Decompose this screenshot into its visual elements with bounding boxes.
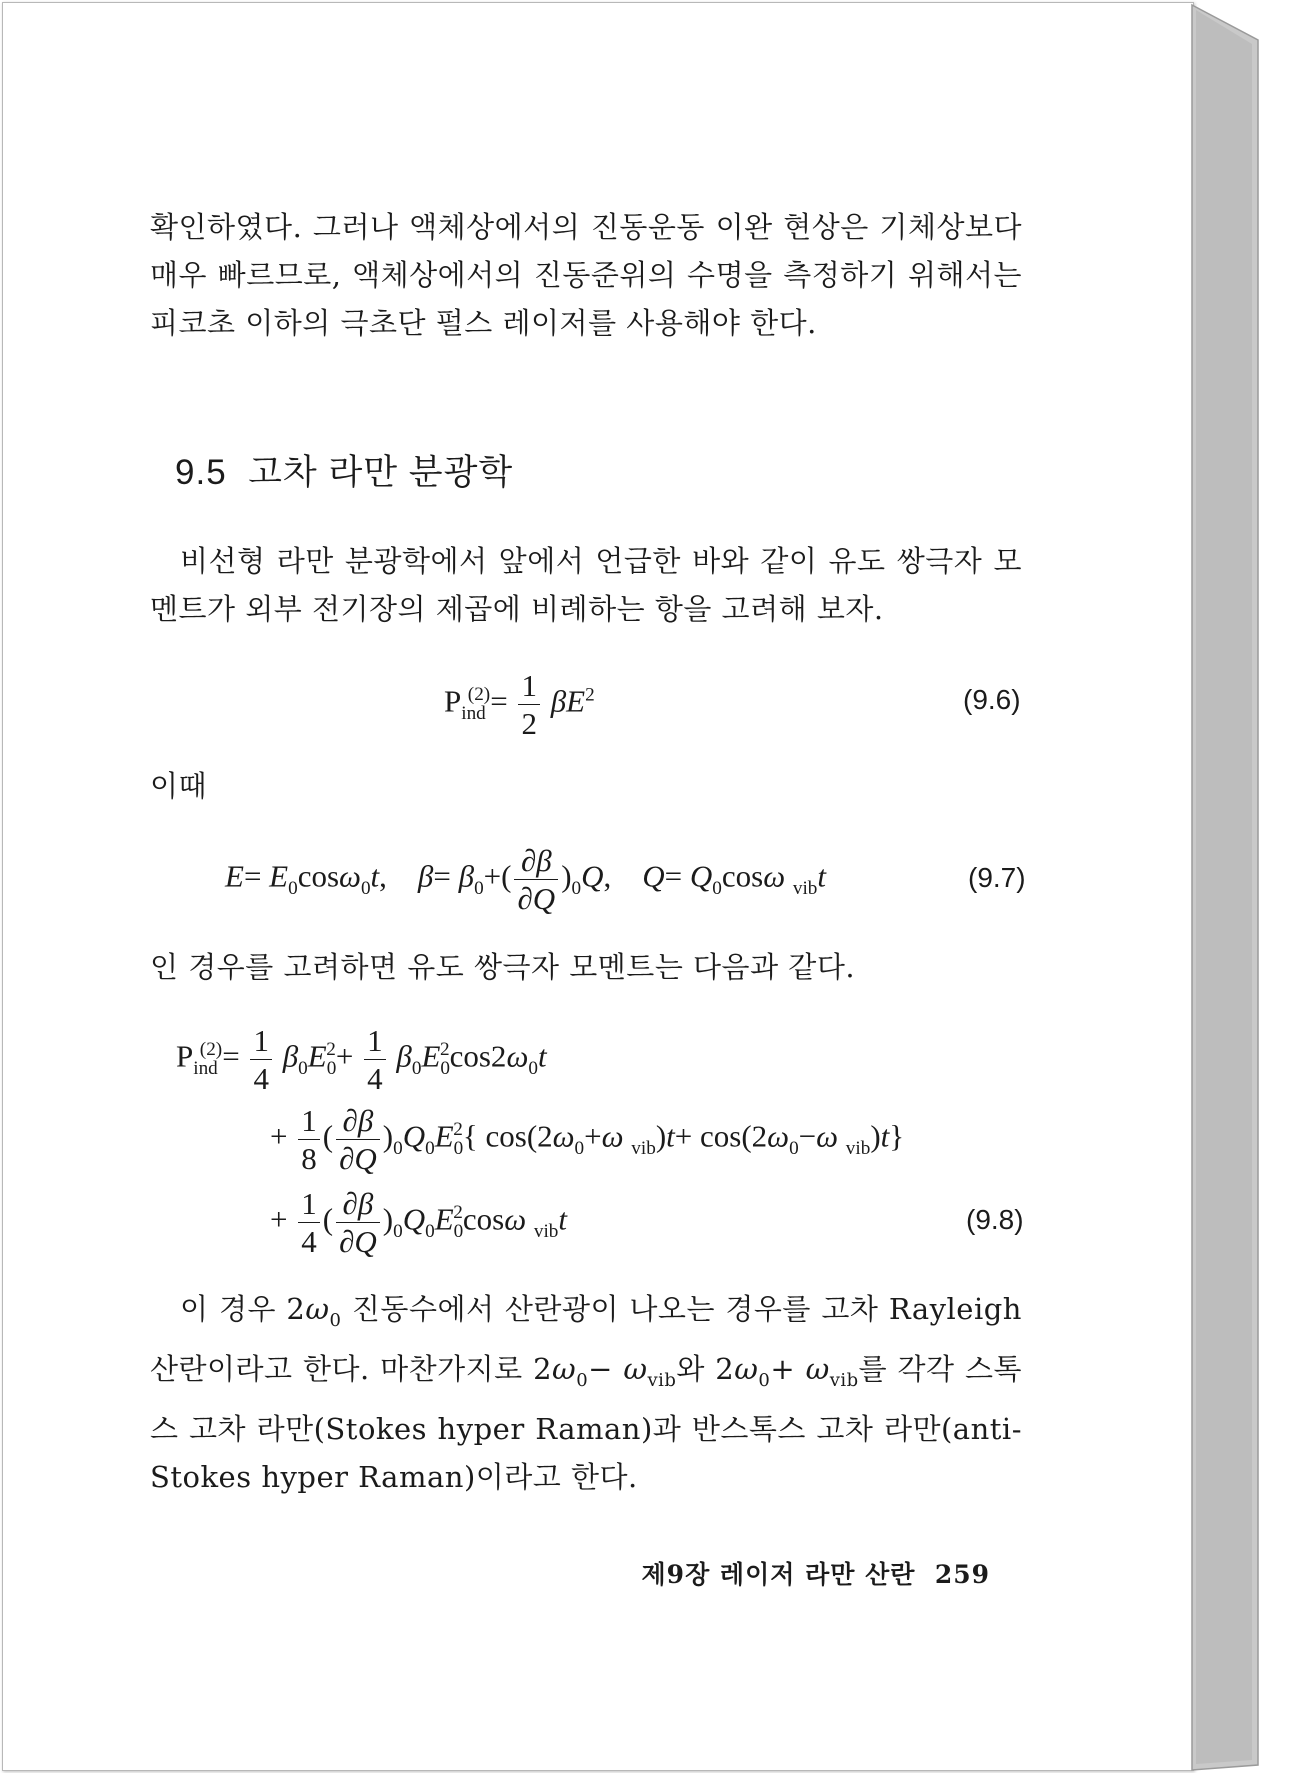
equation-9-8-line-3: + $\frac{1}{4}$ ( $\frac{\partial\beta}{\partial Q}$ )$_0Q_0E_0^2\cos\omega$ $_{vib}$t bbox=[270, 1186, 568, 1259]
equation-9-8-line-1: $P_{ind}^{(2)}=$ $\frac{1}{4}$ $\beta_0E_0^2+$ $\frac{1}{4}$ $\beta_0E_0^2\cos 2\omega_0t$ bbox=[176, 1023, 547, 1096]
paragraph-1-block bbox=[150, 203, 1022, 347]
paragraph-5-part-a: 이 경우 2 bbox=[180, 1292, 306, 1326]
paragraph-2: 비선형 라만 분광학에서 앞에서 언급한 바와 같이 유도 쌍극자 모멘트가 외부 전기장의 제곱에 비례하는 항을 고려해 보자. bbox=[150, 544, 1022, 626]
paragraph-4: 인 경우를 고려하면 유도 쌍극자 모멘트는 다음과 같다. bbox=[150, 950, 856, 984]
omega-symbol: ω bbox=[734, 1351, 759, 1386]
equation-9-6: $P_{ind}^{(2)}=$ $\frac{1}{2}$ $\beta E^2$ bbox=[444, 668, 595, 741]
paragraph-5-part-b: 진동수에서 산란광이 나오는 경우를 고차 Rayleigh 산란이라고 한다. 마찬가지로 2 bbox=[150, 1292, 1022, 1386]
paragraph-3: 이때 bbox=[150, 769, 208, 803]
paragraph-4-block bbox=[150, 943, 1022, 991]
paragraph-1: 확인하였다. 그러나 액체상에서의 진동운동 이완 현상은 기체상보다 매우 빠르므로, 액체상에서의 진동준위의 수명을 측정하기 위해서는 피코초 이하의 극초단 펄스 레이저를 사용해야 한다. bbox=[150, 210, 1022, 340]
paragraph-3-block bbox=[150, 762, 1022, 810]
omega-symbol: ω bbox=[552, 1351, 577, 1386]
equation-number-9-8: (9.8) bbox=[966, 1204, 1024, 1235]
section-number: 9.5 bbox=[175, 453, 227, 492]
section-heading bbox=[175, 445, 513, 495]
page-number: 259 bbox=[934, 1560, 990, 1589]
paragraph-5-part-d: 를 각각 스톡스 고차 라만(Stokes hyper Raman)과 반스톡스 고차 라만(anti-Stokes hyper Raman)이라고 한다. bbox=[150, 1351, 1022, 1494]
equation-9-8-line-2: + $\frac{1}{8}$ ( $\frac{\partial\beta}{\partial Q}$ )$_0Q_0E_0^2${ $\cos(2\omega_0+\omega$ $_{vib})t+ \cos(2\omega_0-\omega$ $_{vib}$)t} bbox=[270, 1103, 905, 1176]
paragraph-5: 이 경우 $2\omega_0$ 진동수에서 산란광이 나오는 경우를 고차 Rayleigh 산란이라고 한다. 마찬가지로 $2\omega_0- \omega_{vib}$와 $2\omega_0+ \omega_{vib}$를 각각 스톡스 고차 라만(Stokes hyper Raman)과 반스톡스 고차 라만(anti-Stokes hyper Raman)이라고 한다. bbox=[150, 1292, 1022, 1494]
page-footer bbox=[642, 1555, 990, 1591]
omega-symbol: ω bbox=[305, 1292, 330, 1326]
equation-number-9-7: (9.7) bbox=[968, 862, 1026, 893]
paragraph-5-part-c: 와 2 bbox=[676, 1351, 735, 1386]
chapter-label: 제9장 레이저 라만 산란 bbox=[641, 1560, 916, 1589]
equation-number-9-6: (9.6) bbox=[963, 684, 1021, 715]
section-title: 고차 라만 분광학 bbox=[248, 453, 514, 492]
paragraph-5-block bbox=[150, 1285, 1022, 1501]
equation-9-7: $E= E_0\cos\omega_0t$, $\beta= \beta_0+$( $\frac{\partial\beta}{\partial Q}$ )$_0Q$, $Q= Q_0\cos\omega$ $_{vib}$t bbox=[225, 843, 827, 916]
paragraph-2-block bbox=[150, 537, 1022, 633]
